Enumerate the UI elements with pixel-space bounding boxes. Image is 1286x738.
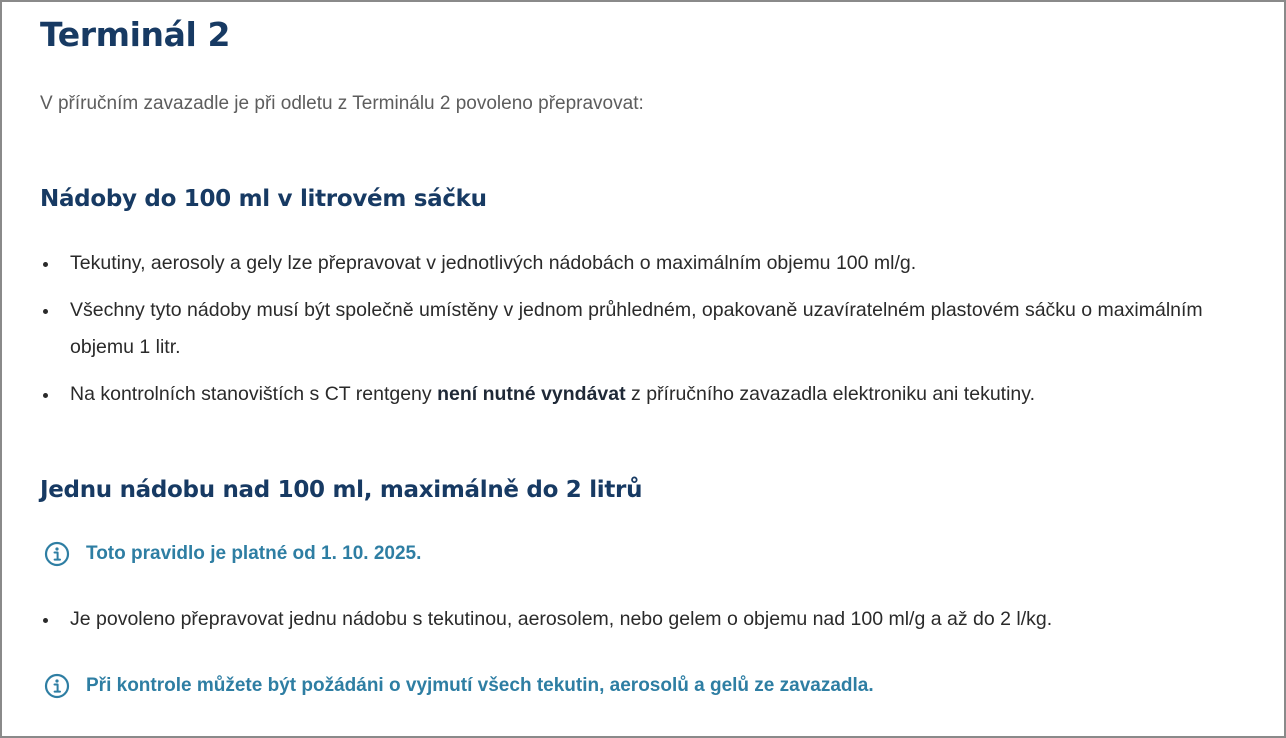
list-item-text: Tekutiny, aerosoly a gely lze přepravovat v jednotlivých nádobách o maximálním objemu 100 ml/g. <box>70 252 917 274</box>
small-containers-list <box>40 245 1255 413</box>
bullet-dot <box>43 309 48 314</box>
list-item <box>40 376 1255 413</box>
page-title: Terminál 2 <box>40 15 231 54</box>
info-notice-text: Při kontrole můžete být požádáni o vyjmutí všech tekutin, aerosolů a gelů ze zavazadla. <box>86 675 874 696</box>
intro-text: V příručním zavazadle je při odletu z Terminálu 2 povoleno přepravovat: <box>40 93 644 114</box>
list-item <box>40 245 1255 282</box>
list-item <box>40 601 1255 638</box>
info-circle-icon <box>44 541 70 567</box>
bullet-dot <box>43 262 48 267</box>
info-notice-validity <box>44 541 421 567</box>
list-item-text-after: z příručního zavazadla elektroniku ani tekutiny. <box>625 383 1035 405</box>
bullet-dot <box>43 393 48 398</box>
info-circle-icon <box>44 673 70 699</box>
list-item <box>40 292 1255 366</box>
info-notice-inspection <box>44 673 874 699</box>
list-item-emphasis: není nutné vyndávat <box>437 383 626 405</box>
list-item-text-before: Na kontrolních stanovištích s CT rentgeny <box>70 383 438 405</box>
large-container-list <box>40 601 1255 638</box>
section-heading-small-containers: Nádoby do 100 ml v litrovém sáčku <box>40 186 487 212</box>
section-heading-large-container: Jednu nádobu nad 100 ml, maximálně do 2 litrů <box>40 477 643 503</box>
list-item-text: Všechny tyto nádoby musí být společně umístěny v jednom průhledném, opakovaně uzavíratelném plastovém sáčku o maximálním objemu 1 litr. <box>70 299 1203 358</box>
list-item-text: Je povoleno přepravovat jednu nádobu s tekutinou, aerosolem, nebo gelem o objemu nad 100 ml/g a až do 2 l/kg. <box>70 608 1053 630</box>
info-notice-text: Toto pravidlo je platné od 1. 10. 2025. <box>86 543 422 564</box>
bullet-dot <box>43 618 48 623</box>
